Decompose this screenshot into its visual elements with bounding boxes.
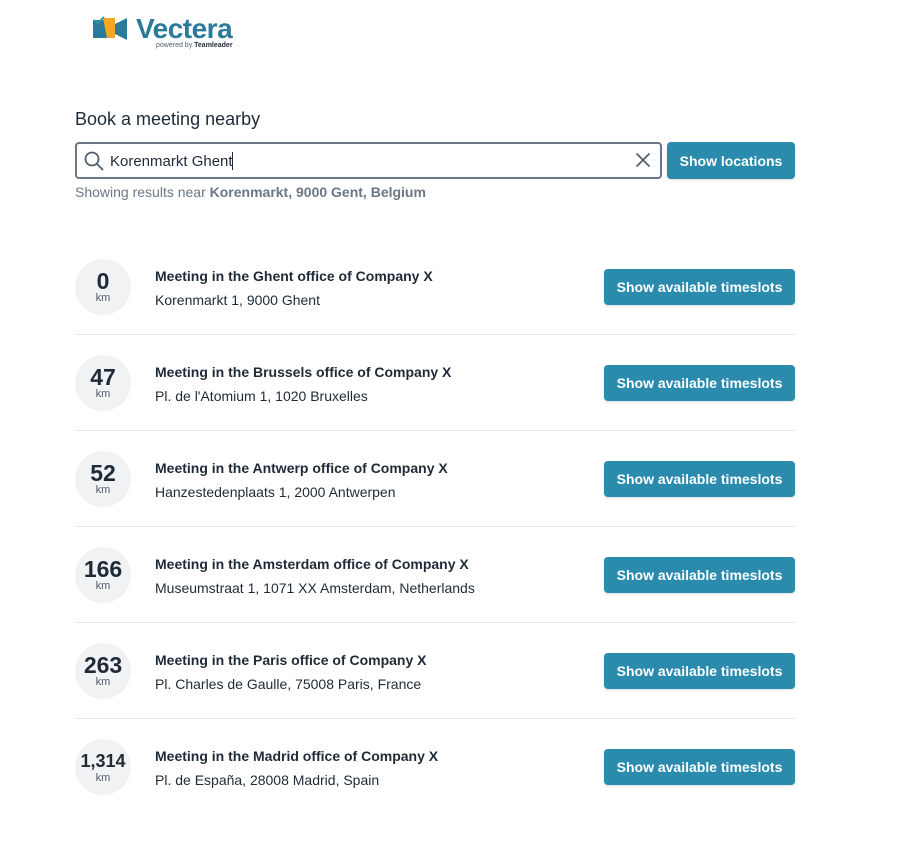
show-timeslots-button[interactable]: Show available timeslots — [604, 557, 795, 593]
list-item — [75, 239, 795, 335]
location-address: Korenmarkt 1, 9000 Ghent — [155, 292, 320, 308]
distance-value: 166 — [83, 555, 123, 582]
powered-by-text — [156, 41, 233, 51]
list-item — [75, 719, 795, 815]
vectera-logo — [93, 14, 253, 54]
text-cursor — [232, 152, 233, 170]
location-list — [75, 239, 795, 815]
search-field[interactable] — [75, 142, 662, 179]
location-title: Meeting in the Paris office of Company X — [155, 652, 427, 668]
distance-unit: km — [95, 387, 111, 400]
location-address: Pl. Charles de Gaulle, 75008 Paris, France — [155, 676, 422, 692]
distance-badge — [75, 643, 131, 699]
list-item — [75, 623, 795, 719]
distance-value: 263 — [83, 651, 123, 678]
location-address: Pl. de l'Atomium 1, 1020 Bruxelles — [155, 388, 368, 404]
distance-badge — [75, 259, 131, 315]
brand-name: Vectera — [136, 13, 233, 44]
results-info — [75, 184, 426, 200]
location-title: Meeting in the Ghent office of Company X — [155, 268, 433, 284]
distance-value: 1,314 — [80, 750, 126, 771]
distance-badge — [75, 355, 131, 411]
distance-value: 52 — [90, 459, 116, 486]
distance-badge — [75, 547, 131, 603]
results-info-prefix: Showing results near — [75, 184, 206, 200]
distance-unit: km — [95, 771, 111, 784]
location-title: Meeting in the Amsterdam office of Company X — [155, 556, 469, 572]
show-timeslots-button[interactable]: Show available timeslots — [604, 749, 795, 785]
distance-value: 47 — [90, 363, 116, 390]
location-title: Meeting in the Madrid office of Company X — [155, 748, 439, 764]
location-address: Hanzestedenplaats 1, 2000 Antwerpen — [155, 484, 396, 500]
distance-unit: km — [95, 675, 111, 688]
list-item — [75, 335, 795, 431]
page-title: Book a meeting nearby — [75, 109, 261, 129]
clear-icon[interactable] — [635, 152, 651, 168]
show-timeslots-button[interactable]: Show available timeslots — [604, 365, 795, 401]
location-title: Meeting in the Brussels office of Company X — [155, 364, 452, 380]
show-timeslots-button[interactable]: Show available timeslots — [604, 653, 795, 689]
location-address: Pl. de España, 28008 Madrid, Spain — [155, 772, 380, 788]
list-item — [75, 527, 795, 623]
distance-badge — [75, 451, 131, 507]
location-address: Museumstraat 1, 1071 XX Amsterdam, Netherlands — [155, 580, 475, 596]
powered-brand: Teamleader — [194, 42, 233, 49]
list-item — [75, 431, 795, 527]
results-info-location: Korenmarkt, 9000 Gent, Belgium — [209, 184, 426, 200]
search-icon — [84, 151, 104, 171]
check-tick-icon — [93, 16, 105, 24]
show-timeslots-button[interactable]: Show available timeslots — [604, 461, 795, 497]
search-input[interactable] — [110, 149, 630, 173]
distance-badge — [75, 739, 131, 795]
powered-prefix: powered by — [156, 42, 193, 49]
distance-unit: km — [95, 483, 111, 496]
show-timeslots-button[interactable]: Show available timeslots — [604, 269, 795, 305]
show-locations-button[interactable]: Show locations — [667, 142, 795, 179]
distance-value: 0 — [96, 267, 110, 294]
distance-unit: km — [95, 579, 111, 592]
location-title: Meeting in the Antwerp office of Company X — [155, 460, 448, 476]
distance-unit: km — [95, 291, 111, 304]
